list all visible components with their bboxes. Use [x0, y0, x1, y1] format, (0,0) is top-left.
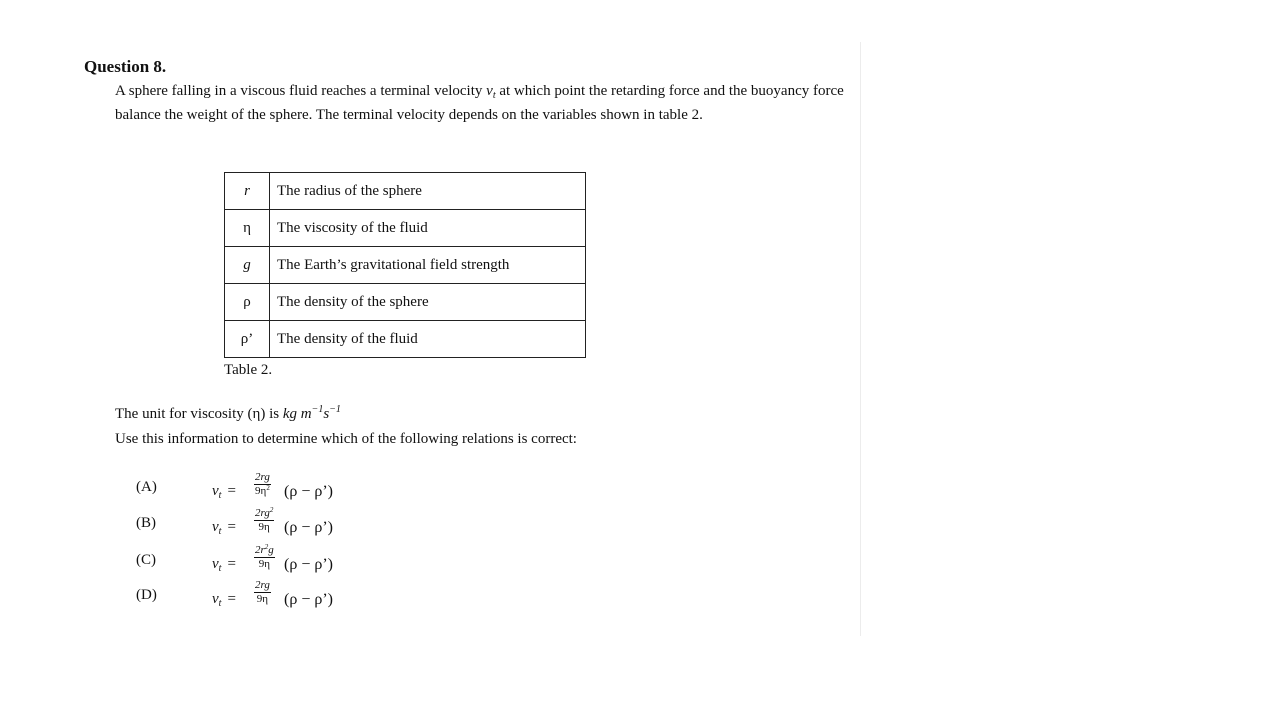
question-title: Question 8.	[84, 57, 167, 76]
table-symbol: ρ	[225, 284, 270, 321]
table-row	[225, 321, 586, 358]
variables-table	[224, 172, 586, 358]
option-label: (D)	[136, 587, 157, 603]
table-symbol: η	[225, 210, 270, 247]
table-row	[225, 210, 586, 247]
formula-fraction: $\frac{2rg^2}{9\eta}$	[255, 506, 274, 533]
option-d[interactable]: (D) $v_t$ = $\frac{2rg}{9\eta}$ (ρ − ρ’)	[136, 579, 333, 609]
option-label: (C)	[136, 552, 156, 568]
formula-fraction: $\frac{2rg}{9\eta}$	[255, 579, 270, 605]
viscosity-unit-line: The unit for viscosity (η) is kg $m^{-1}s^{-1}$	[115, 404, 341, 422]
unit-expression: kg $m^{-1}s^{-1}$	[282, 404, 341, 422]
option-a[interactable]: (A) $v_t$ = $\frac{2rg}{9\eta^2}$ (ρ − ρ’)	[136, 471, 333, 501]
table-row	[225, 247, 586, 284]
terminal-velocity-symbol: $v_t$	[486, 83, 496, 101]
table-row	[225, 284, 586, 321]
table-symbol: g	[225, 247, 270, 284]
option-label: (A)	[136, 479, 157, 495]
intro-text-1: A sphere falling in a viscous fluid reaches a terminal velocity	[115, 83, 487, 99]
table-symbol: ρ’	[225, 321, 270, 358]
formula-density-term: (ρ − ρ’)	[284, 483, 333, 500]
table-symbol: r	[225, 173, 270, 210]
intro-text-2: at which point the retarding force and the buoyancy force balance the weight of the sphere. The terminal velocity depends on the variables shown in table 2.	[115, 83, 844, 123]
table-description: The radius of the sphere	[270, 173, 586, 210]
page-divider	[860, 42, 861, 636]
option-b[interactable]: (B) $v_t$ = $\frac{2rg^2}{9\eta}$ (ρ − ρ’)	[136, 506, 333, 537]
instruction-text: Use this information to determine which of the following relations is correct:	[115, 431, 577, 447]
option-label: (B)	[136, 515, 156, 531]
formula-fraction: $\frac{2r^2g}{9\eta}$	[255, 543, 274, 570]
formula-density-term: (ρ − ρ’)	[284, 556, 333, 573]
formula-density-term: (ρ − ρ’)	[284, 519, 333, 536]
question-intro	[115, 80, 855, 127]
table-description: The density of the sphere	[270, 284, 586, 321]
table-description: The Earth’s gravitational field strength	[270, 247, 586, 284]
table-row	[225, 173, 586, 210]
table-description: The density of the fluid	[270, 321, 586, 358]
option-c[interactable]: (C) $v_t$ = $\frac{2r^2g}{9\eta}$ (ρ − ρ’)	[136, 543, 333, 574]
table-caption: Table 2.	[224, 362, 273, 378]
table-description: The viscosity of the fluid	[270, 210, 586, 247]
formula-density-term: (ρ − ρ’)	[284, 591, 333, 608]
formula-fraction: $\frac{2rg}{9\eta^2}$	[255, 471, 270, 497]
